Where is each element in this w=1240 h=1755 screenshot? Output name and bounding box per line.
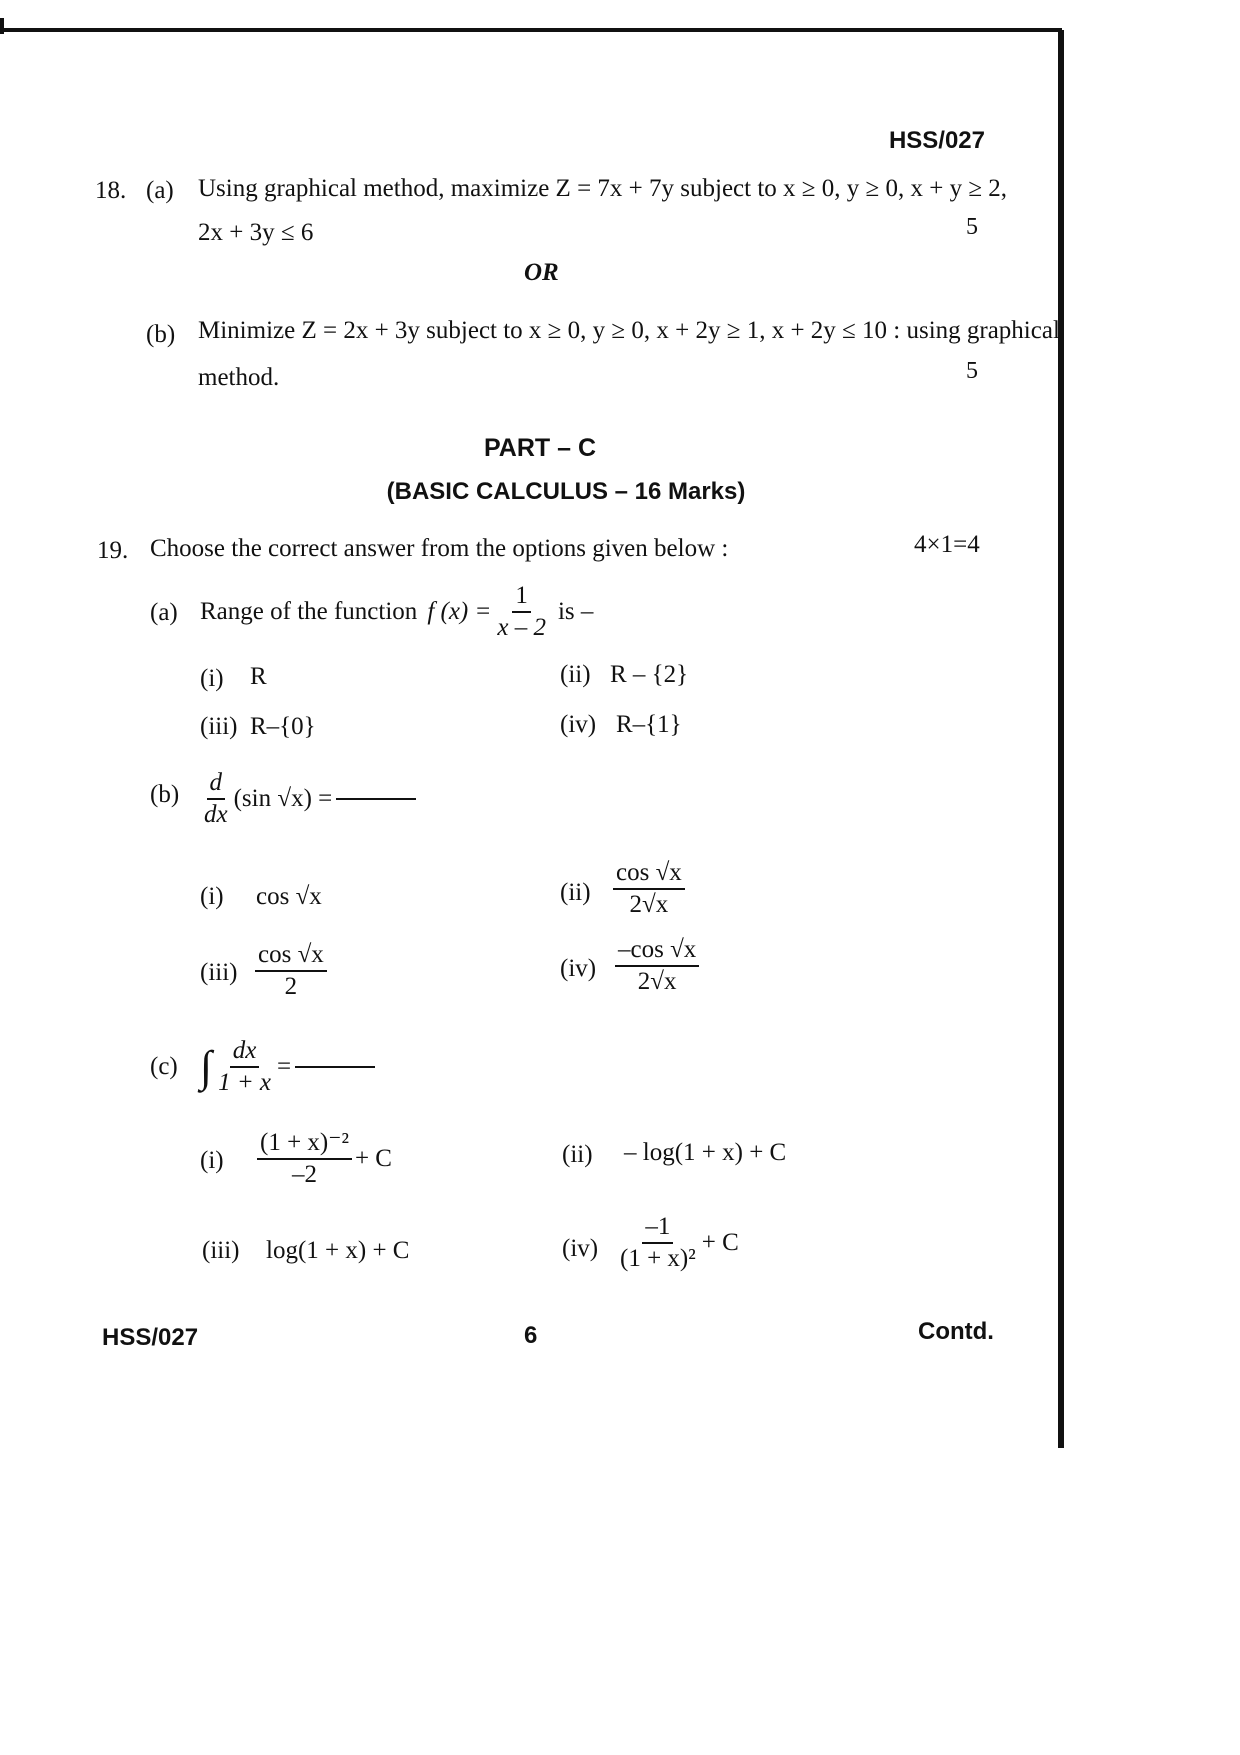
q19c-option-1-num: (1 + x)⁻² <box>257 1128 352 1160</box>
q19-instruction: Choose the correct answer from the options given below : <box>150 535 729 562</box>
q19b-option-4-label: (iv) <box>560 955 597 982</box>
or-separator: OR <box>524 259 559 286</box>
q19b-stem <box>198 768 420 830</box>
q19a-option-1-text: R <box>250 663 267 690</box>
q19b-option-3-fraction <box>252 940 330 1002</box>
q19a-option-4-text: R–{1} <box>616 711 682 738</box>
q19c-option-4-num: –1 <box>642 1212 673 1244</box>
q19c-stem <box>200 1036 379 1098</box>
part-subtitle: (BASIC CALCULUS – 16 Marks) <box>386 478 746 505</box>
part-title: PART – C <box>483 434 597 462</box>
q19c-option-4-label: (iv) <box>562 1235 599 1262</box>
q19a-stem-prefix: Range of the function <box>200 598 418 625</box>
q18b-line2: method. <box>198 364 280 391</box>
q19b-option-1-text: cos √x <box>256 883 322 910</box>
q19b-expression: (sin √x) = <box>233 785 333 812</box>
q19-number: 19. <box>97 537 129 564</box>
q19c-option-4-tail: + C <box>701 1229 739 1256</box>
q19c-numerator: dx <box>230 1036 260 1068</box>
q19a-stem <box>200 581 593 643</box>
q19b-d-numerator: d <box>207 768 226 800</box>
q19c-option-1-den: –2 <box>291 1161 317 1188</box>
q19c-denominator: 1 + x <box>218 1069 272 1096</box>
page-number: 6 <box>524 1322 538 1349</box>
q18a-label: (a) <box>146 177 174 204</box>
q18b-label: (b) <box>146 321 176 348</box>
q19b-option-4-fraction <box>612 935 702 997</box>
q19b-option-2-num: cos √x <box>613 858 685 890</box>
q19c-option-4 <box>614 1212 739 1274</box>
scan-right-border <box>1058 30 1064 1448</box>
q18b-marks: 5 <box>966 358 978 384</box>
q18b-line1: Minimize Z = 2x + 3y subject to x ≥ 0, y ≥ 0, x + 2y ≥ 1, x + 2y ≤ 10 : using graphical <box>198 317 1060 344</box>
q19a-denominator: x – 2 <box>497 614 546 641</box>
scan-corner-mark <box>0 18 4 34</box>
q19a-option-2-text: R – {2} <box>610 661 689 688</box>
q19b-label: (b) <box>150 781 180 808</box>
q19b-option-4-num: –cos √x <box>615 935 699 967</box>
q19c-option-3-label: (iii) <box>202 1237 240 1264</box>
q19b-d-denominator: dx <box>204 801 228 828</box>
q19a-option-4-label: (iv) <box>560 711 597 738</box>
q19a-label: (a) <box>150 599 178 626</box>
q19c-option-3-text: log(1 + x) + C <box>266 1237 410 1264</box>
q18a-line2: 2x + 3y ≤ 6 <box>198 219 314 246</box>
header-code: HSS/027 <box>888 127 985 154</box>
q19c-fraction <box>215 1036 274 1098</box>
q19c-answer-blank <box>295 1066 375 1068</box>
integral-sign: ∫ <box>200 1042 213 1091</box>
q18a-line1: Using graphical method, maximize Z = 7x + 7y subject to x ≥ 0, y ≥ 0, x + y ≥ 2, <box>198 175 1008 202</box>
q19c-option-2-label: (ii) <box>562 1141 593 1168</box>
q19b-option-1-label: (i) <box>200 883 224 910</box>
q19a-numerator: 1 <box>512 581 531 613</box>
footer-code: HSS/027 <box>102 1324 199 1351</box>
q19a-option-1-label: (i) <box>200 665 224 692</box>
q19c-equals: = <box>277 1053 292 1080</box>
q19b-option-2-label: (ii) <box>560 879 591 906</box>
q19a-fraction <box>494 581 549 643</box>
q19c-label: (c) <box>150 1053 178 1080</box>
q19c-option-2-text: – log(1 + x) + C <box>624 1139 787 1166</box>
q19c-option-4-den: (1 + x)² <box>620 1245 696 1272</box>
q19b-derivative-operator <box>201 768 231 830</box>
q19-marks: 4×1=4 <box>914 531 980 558</box>
q18a-marks: 5 <box>966 214 978 240</box>
q19a-option-2-label: (ii) <box>560 661 591 688</box>
q19c-option-1-tail: + C <box>354 1145 392 1172</box>
q19b-option-4-den: 2√x <box>637 968 677 995</box>
contd-label: Contd. <box>918 1318 994 1345</box>
scan-top-border <box>0 28 1062 32</box>
q19b-option-2-den: 2√x <box>629 891 669 918</box>
q19b-option-3-num: cos √x <box>255 940 327 972</box>
q19b-answer-blank <box>336 798 416 800</box>
q19b-option-3-den: 2 <box>284 973 298 1000</box>
q19a-option-3-label: (iii) <box>200 713 238 740</box>
q19a-stem-suffix: is – <box>557 598 594 625</box>
q19b-option-3-label: (iii) <box>200 959 238 986</box>
q19a-fx: f (x) = <box>427 598 492 625</box>
q19a-option-3-text: R–{0} <box>250 713 316 740</box>
q19c-option-1-label: (i) <box>200 1147 224 1174</box>
q19b-option-2-fraction <box>610 858 688 920</box>
q18-number: 18. <box>95 177 127 204</box>
q19c-option-1 <box>254 1128 392 1190</box>
